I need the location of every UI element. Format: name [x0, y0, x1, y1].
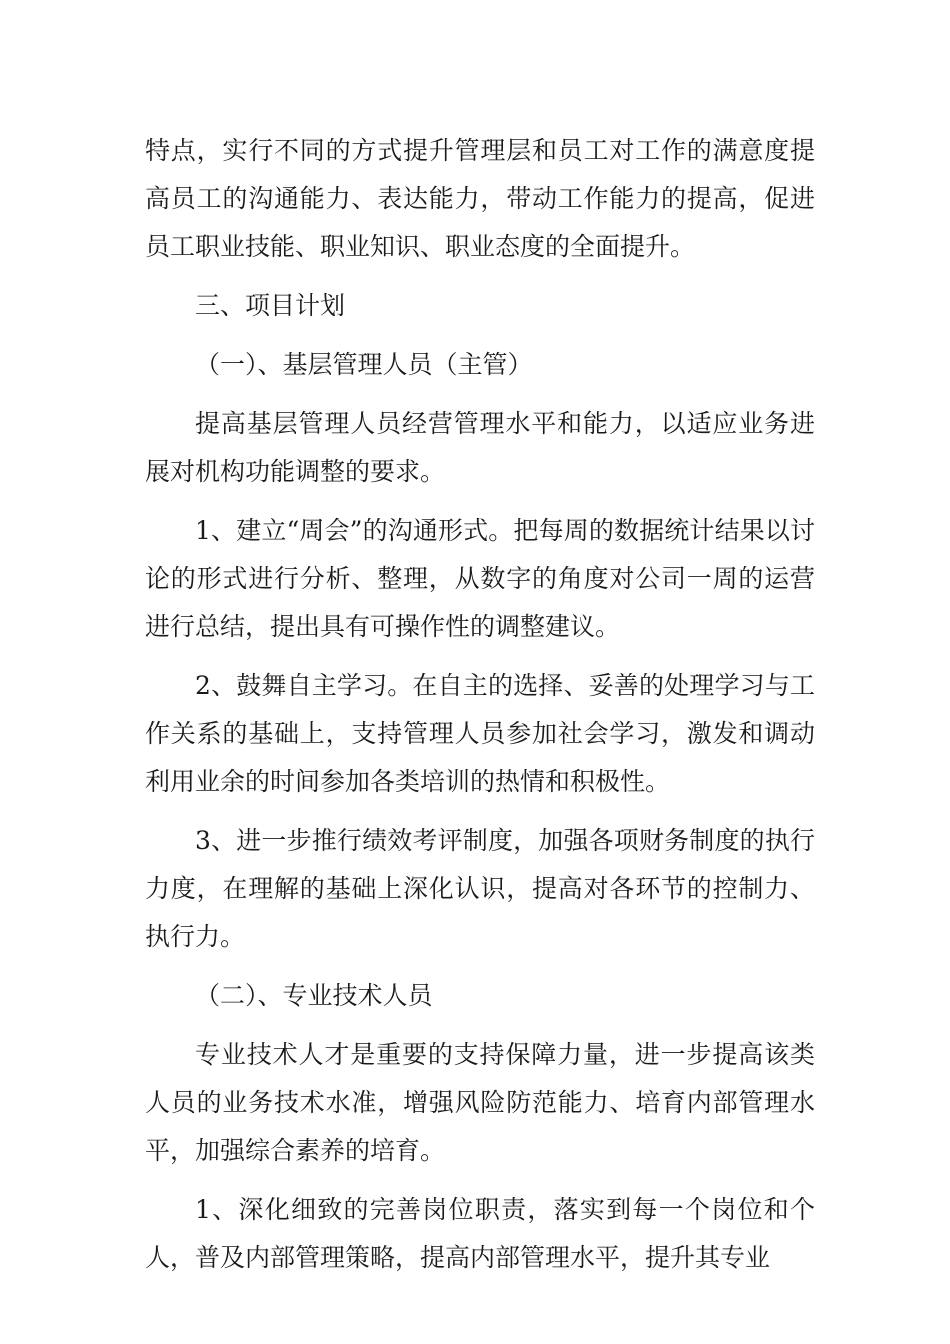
document-body — [145, 127, 815, 1293]
paragraph-continuation: 特点，实行不同的方式提升管理层和员工对工作的满意度提高员工的沟通能力、表达能力，带动工作能力的提高，促进员工职业技能、职业知识、职业态度的全面提升。 — [145, 136, 815, 261]
subsection-heading-technical-staff: （二）、专业技术人员 — [195, 981, 433, 1010]
section-heading-project-plan: 三、项目计划 — [195, 291, 346, 320]
paragraph-performance-evaluation: 3、进一步推行绩效考评制度，加强各项财务制度的执行力度，在理解的基础上深化认识，提高对各环节的控制力、执行力。 — [145, 826, 815, 951]
paragraph-job-responsibilities: 1、深化细致的完善岗位职责，落实到每一个岗位和个人，普及内部管理策略，提高内部管理水平，提升其专业 — [145, 1195, 815, 1272]
paragraph-self-study: 2、鼓舞自主学习。在自主的选择、妥善的处理学习与工作关系的基础上，支持管理人员参加社会学习，激发和调动利用业余的时间参加各类培训的热情和积极性。 — [145, 671, 815, 796]
paragraph-grassroots-goal: 提高基层管理人员经营管理水平和能力，以适应业务进展对机构功能调整的要求。 — [145, 409, 815, 486]
paragraph-weekly-meeting: 1、建立“周会”的沟通形式。把每周的数据统计结果以讨论的形式进行分析、整理，从数字的角度对公司一周的运营进行总结，提出具有可操作性的调整建议。 — [145, 516, 815, 641]
subsection-heading-grassroots-managers: （一）、基层管理人员（主管） — [195, 350, 533, 379]
paragraph-technical-staff-goal: 专业技术人才是重要的支持保障力量，进一步提高该类人员的业务技术水准，增强风险防范能力、培育内部管理水平，加强综合素养的培育。 — [145, 1040, 815, 1165]
